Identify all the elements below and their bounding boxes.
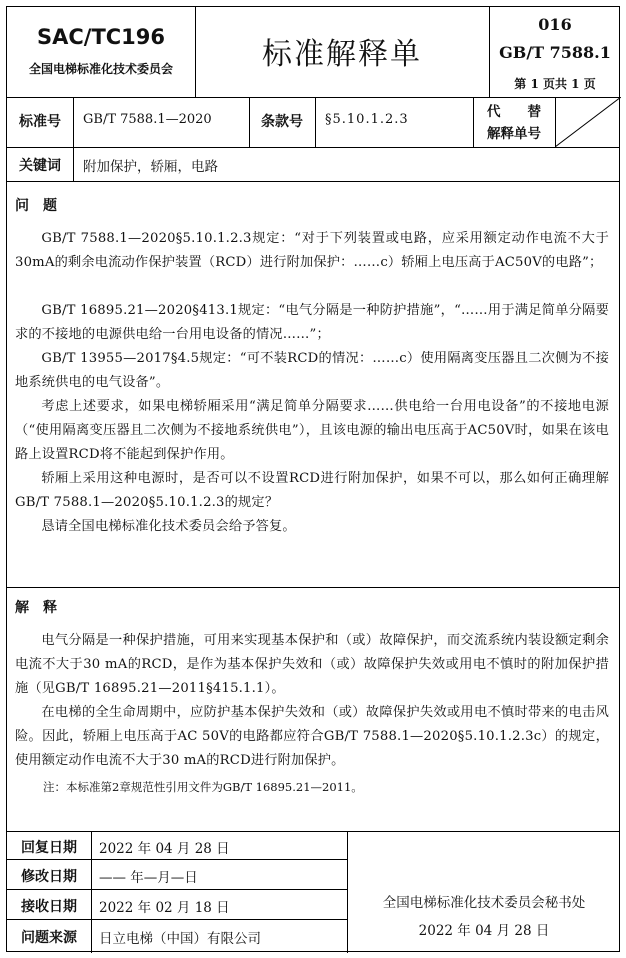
- empty-cell-slash: [555, 97, 621, 147]
- modify-date-label: 修改日期: [21, 869, 77, 885]
- answer-heading: 解 释: [15, 600, 57, 616]
- rule-info-bottom: [7, 147, 619, 148]
- rule-v-footer-label: [91, 831, 92, 953]
- answer-paragraph-1: 电气分隔是一种保护措施，可用来实现基本保护和（或）故障保护，而交流系统内装设额定剩余电流不大于30 mA的RCD，是作为基本保护失效和（或）故障保护失效或用电不慎时的附加保护措施（见GB/T 16895.21—2011§415.1.1）。: [15, 633, 609, 696]
- rule-header-bottom: [7, 97, 619, 98]
- interpretation-form: [6, 6, 620, 952]
- secretariat-name: 全国电梯标准化技术委员会秘书处: [382, 895, 586, 911]
- standard-label: 标准号: [19, 114, 61, 130]
- rule-footer-3: [7, 919, 347, 920]
- standard-value: GB/T 7588.1—2020: [83, 112, 212, 127]
- question-paragraph-4: 考虑上述要求，如果电梯轿厢采用“满足简单分隔要求……供电给一台用电设备”的不接地电源（“使用隔离变压器且二次侧为不接地系统供电”），且该电源的输出电压高于AC50V时，如果在该电路上设置RCD将不能起到保护作用。: [15, 399, 609, 462]
- keywords-value: 附加保护，轿厢，电路: [83, 159, 218, 175]
- reply-date-label: 回复日期: [21, 840, 77, 856]
- doc-number: 016: [538, 15, 572, 34]
- rule-question-bottom: [7, 587, 619, 588]
- answer-note: 注：本标准第2章规范性引用文件为GB/T 16895.21—2011。: [43, 780, 363, 794]
- receive-date-value: 2022 年 02 月 18 日: [99, 900, 230, 916]
- reply-date-value: 2022 年 04 月 28 日: [99, 841, 230, 857]
- rule-v-label: [73, 97, 74, 181]
- org-code: SAC/TC196: [36, 25, 166, 49]
- question-heading: 问 题: [15, 198, 57, 214]
- clause-label: 条款号: [261, 114, 303, 130]
- modify-date-value: —— 年—月—日: [99, 870, 198, 886]
- keywords-label: 关键词: [19, 158, 61, 174]
- org-name: 全国电梯标准化技术委员会: [28, 62, 173, 76]
- receive-date-label: 接收日期: [21, 899, 77, 915]
- source-label: 问题来源: [21, 930, 77, 946]
- rule-footer-1: [7, 859, 347, 860]
- question-paragraph-5: 轿厢上采用这种电源时，是否可以不设置RCD进行附加保护，如果不可以，那么如何正确理解GB/T 7588.1—2020§5.10.1.2.3的规定？: [15, 471, 609, 510]
- doc-title: 标准解释单: [262, 37, 422, 72]
- answer-paragraph-2: 在电梯的全生命周期中，应防护基本保护失效和（或）故障保护失效或用电不慎时带来的电击风险。因此，轿厢上电压高于AC 50V的电路都应符合GB/T 7588.1—2020§5.10.1.2.3c）的规定，使用额定动作电流不大于30 mA的RCD进行附加保护。: [15, 705, 609, 768]
- source-value: 日立电梯（中国）有限公司: [99, 931, 261, 947]
- standard-code: GB/T 7588.1: [499, 43, 611, 62]
- rule-answer-bottom: [7, 831, 619, 832]
- rule-keywords-bottom: [7, 181, 619, 182]
- question-paragraph-6: 恳请全国电梯标准化技术委员会给予答复。: [41, 519, 296, 534]
- question-paragraph-2: GB/T 16895.21—2020§413.1规定：“电气分隔是一种防护措施”，“……用于满足简单分隔要求的不接地的电源供电给一台用电设备的情况……”；: [15, 303, 609, 342]
- replace-label-line2: 解释单号: [487, 126, 541, 142]
- rule-v-info-2: [315, 97, 316, 147]
- rule-footer-2: [7, 889, 347, 890]
- question-paragraph-1: GB/T 7588.1—2020§5.10.1.2.3规定：“对于下列装置或电路，应采用额定动作电流不大于30mA的剩余电流动作保护装置（RCD）进行附加保护：……c）轿厢上电压高于AC50V的电路”；: [15, 231, 609, 270]
- clause-value: §5.10.1.2.3: [325, 112, 409, 127]
- replace-label-line1: 代 替: [487, 104, 541, 120]
- secretariat-date: 2022 年 04 月 28 日: [418, 923, 550, 939]
- page-info: 第 1 页共 1 页: [514, 77, 596, 91]
- question-paragraph-3: GB/T 13955—2017§4.5规定：“可不装RCD的情况：……c）使用隔离变压器且二次侧为不接地系统供电的电气设备”。: [15, 351, 609, 390]
